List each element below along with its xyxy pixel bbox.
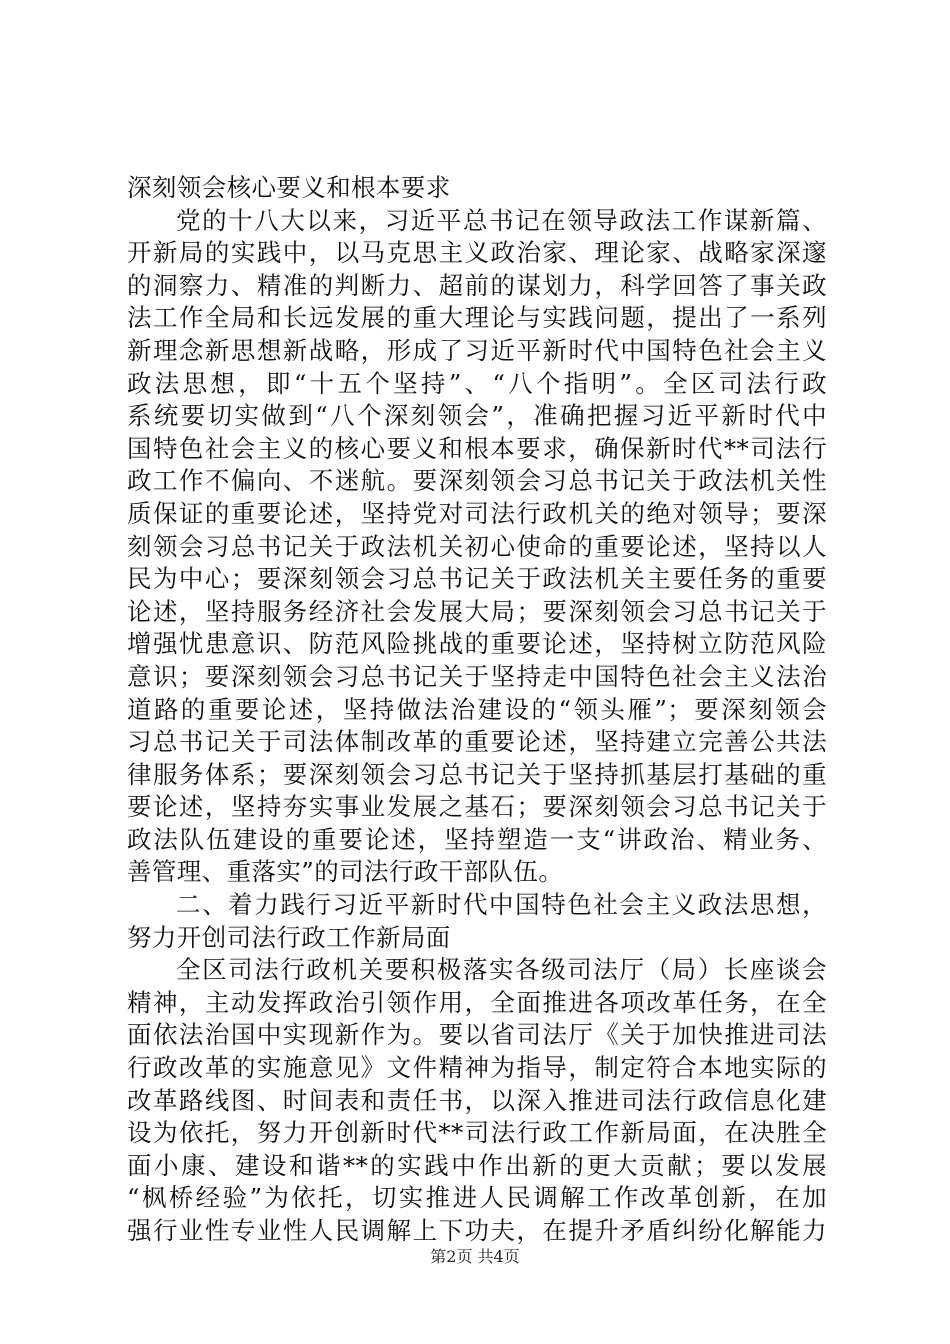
text-line: 刻领会习总书记关于政法机关初心使命的重要论述，坚持以人 xyxy=(127,531,827,561)
text-line: 全区司法行政机关要积极落实各级司法厅（局）长座谈会 xyxy=(176,955,827,985)
text-line: 系统要切实做到“八个深刻领会”，准确把握习近平新时代中 xyxy=(127,401,827,431)
text-line: 强行业性专业性人民调解上下功夫，在提升矛盾纠纷化解能力 xyxy=(127,1216,827,1245)
text-line: 努力开创司法行政工作新局面 xyxy=(127,922,451,952)
text-line: 增强忧患意识、防范风险挑战的重要论述，坚持树立防范风险 xyxy=(127,629,827,659)
text-line: 开新局的实践中，以马克思主义政治家、理论家、战略家深邃 xyxy=(127,238,827,268)
text-line: 政法队伍建设的重要论述，坚持塑造一支“讲政治、精业务、 xyxy=(127,824,827,854)
text-line: 的洞察力、精准的判断力、超前的谋划力，科学回答了事关政 xyxy=(127,270,827,300)
text-line: 律服务体系；要深刻领会习总书记关于坚持抓基层打基础的重 xyxy=(127,759,827,789)
text-line: 党的十八大以来，习近平总书记在领导政法工作谋新篇、 xyxy=(176,205,827,235)
text-line: 意识；要深刻领会习总书记关于坚持走中国特色社会主义法治 xyxy=(127,661,827,691)
text-line: 行政改革的实施意见》文件精神为指导，制定符合本地实际的 xyxy=(127,1053,827,1083)
text-line: 要论述，坚持夯实事业发展之基石；要深刻领会习总书记关于 xyxy=(127,792,827,822)
text-line: 道路的重要论述，坚持做法治建设的“领头雁”；要深刻领会 xyxy=(127,694,827,724)
text-line: 论述，坚持服务经济社会发展大局；要深刻领会习总书记关于 xyxy=(127,596,827,626)
text-line: 法工作全局和长远发展的重大理论与实践问题，提出了一系列 xyxy=(127,303,827,333)
text-line: 面小康、建设和谐**的实践中作出新的更大贡献；要以发展 xyxy=(127,1150,827,1180)
text-line: 国特色社会主义的核心要义和根本要求，确保新时代**司法行 xyxy=(127,433,827,463)
document-body xyxy=(127,172,827,1248)
text-line: 政工作不偏向、不迷航。要深刻领会习总书记关于政法机关性 xyxy=(127,466,827,496)
text-line: 政法思想，即“十五个坚持”、“八个指明”。全区司法行政 xyxy=(127,368,827,398)
text-line: 质保证的重要论述，坚持党对司法行政机关的绝对领导；要深 xyxy=(127,498,827,528)
text-line: 民为中心；要深刻领会习总书记关于政法机关主要任务的重要 xyxy=(127,564,827,594)
text-line: “枫桥经验”为依托，切实推进人民调解工作改革创新，在加 xyxy=(127,1183,827,1213)
text-line: 新理念新思想新战略，形成了习近平新时代中国特色社会主义 xyxy=(127,335,827,365)
page-footer: 第2页 共4页 xyxy=(430,1247,520,1266)
text-line: 习总书记关于司法体制改革的重要论述，坚持建立完善公共法 xyxy=(127,727,827,757)
text-line: 设为依托，努力开创新时代**司法行政工作新局面，在决胜全 xyxy=(127,1118,827,1148)
text-line: 深刻领会核心要义和根本要求 xyxy=(127,173,451,202)
text-line: 二、着力践行习近平新时代中国特色社会主义政法思想， xyxy=(176,890,827,920)
text-line: 精神，主动发挥政治引领作用，全面推进各项改革任务，在全 xyxy=(127,987,827,1017)
text-line: 改革路线图、时间表和责任书，以深入推进司法行政信息化建 xyxy=(127,1085,827,1115)
text-line: 面依法治国中实现新作为。要以省司法厅《关于加快推进司法 xyxy=(127,1020,827,1050)
text-line: 善管理、重落实”的司法行政干部队伍。 xyxy=(127,857,564,887)
